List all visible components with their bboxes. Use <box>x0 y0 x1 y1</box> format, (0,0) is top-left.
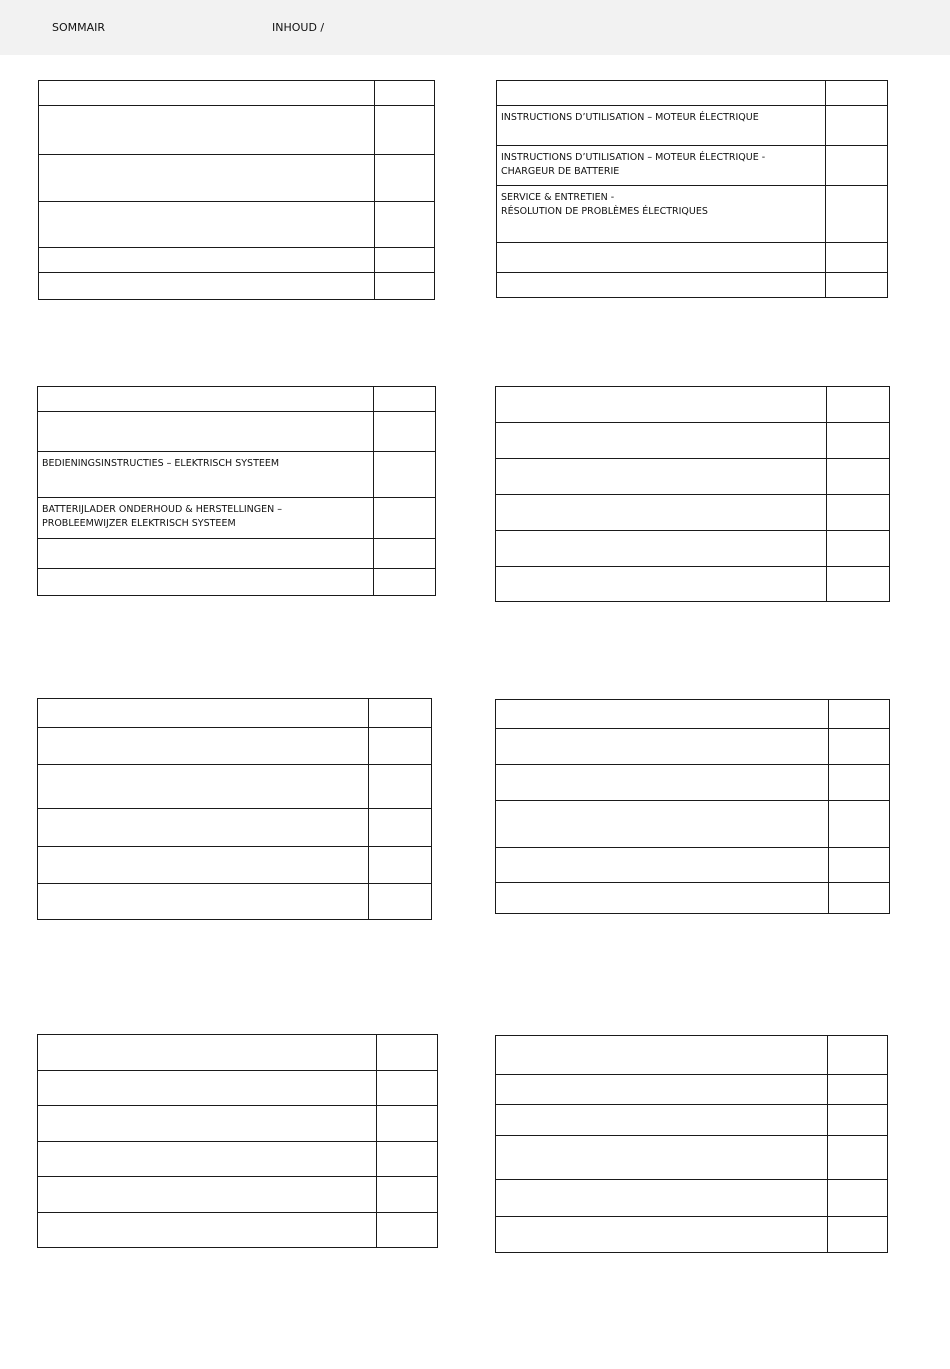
toc-page-cell <box>377 1071 438 1106</box>
toc-entry-cell <box>496 387 827 423</box>
toc-page-cell <box>374 498 436 539</box>
toc-entry-title <box>500 1136 827 1141</box>
toc-entry-cell <box>38 884 369 920</box>
toc-entry-cell <box>497 106 826 146</box>
toc-entry-cell <box>496 801 829 848</box>
toc-row <box>38 765 432 809</box>
toc-entry-cell <box>38 569 374 596</box>
toc-page-cell <box>369 809 432 847</box>
toc-entry-title: INSTRUCTIONS D’UTILISATION – MOTEUR ÉLECTRIQUE - CHARGEUR DE BATTERIE <box>501 152 766 177</box>
toc-entry-cell <box>38 728 369 765</box>
toc-entry-title <box>43 81 374 86</box>
toc-row <box>38 498 436 539</box>
toc-entry-title <box>42 412 373 417</box>
toc-row <box>497 243 888 273</box>
toc-entry-cell <box>497 146 826 186</box>
toc-entry-cell <box>38 809 369 847</box>
toc-row <box>39 81 435 106</box>
toc-row <box>38 539 436 569</box>
toc-row <box>496 883 890 914</box>
toc-row <box>496 729 890 765</box>
toc-row <box>496 1105 888 1136</box>
toc-row <box>496 423 890 459</box>
header-title-fr: SOMMAIR <box>52 21 106 34</box>
toc-entry-cell <box>496 700 829 729</box>
toc-row <box>496 567 890 602</box>
toc-entry-title <box>500 387 826 392</box>
toc-entry-cell <box>38 412 374 452</box>
toc-page-cell <box>375 81 435 106</box>
toc-entry-cell <box>496 1075 828 1105</box>
toc-row <box>38 1142 438 1177</box>
toc-row <box>496 848 890 883</box>
toc-entry-title <box>501 81 825 86</box>
toc-entry-title <box>42 539 373 544</box>
toc-entry-title: SERVICE & ENTRETIEN - RÉSOLUTION DE PROBLÈMES ÉLECTRIQUES <box>501 192 708 217</box>
toc-page-cell <box>827 459 890 495</box>
toc-entry-title <box>501 243 825 248</box>
toc-page-cell <box>827 423 890 459</box>
toc-entry-cell <box>496 848 829 883</box>
toc-row <box>497 81 888 106</box>
toc-entry-title <box>42 1142 376 1147</box>
toc-row <box>38 1035 438 1071</box>
toc-entry-title: BATTERIJLADER ONDERHOUD & HERSTELLINGEN – PROBLEEMWIJZER ELEKTRISCH SYSTEEM <box>42 504 283 529</box>
toc-row <box>38 387 436 412</box>
toc-row <box>39 106 435 155</box>
toc-entry-title <box>42 765 368 770</box>
toc-row <box>497 146 888 186</box>
toc-entry-cell <box>38 1035 377 1071</box>
toc-row <box>496 495 890 531</box>
toc-entry-cell <box>39 81 375 106</box>
toc-page-cell <box>377 1035 438 1071</box>
toc-entry-cell <box>496 531 827 567</box>
toc-entry-cell <box>38 1071 377 1106</box>
toc-row <box>38 1071 438 1106</box>
toc-page-cell <box>826 146 888 186</box>
toc-page-cell <box>826 186 888 243</box>
toc-entry-cell <box>496 883 829 914</box>
toc-entry-cell <box>496 1036 828 1075</box>
toc-row <box>496 1036 888 1075</box>
toc-entry-title <box>42 1071 376 1076</box>
toc-row <box>39 273 435 300</box>
toc-entry-cell <box>38 847 369 884</box>
toc-entry-cell <box>496 1105 828 1136</box>
toc-row <box>38 809 432 847</box>
toc-page-cell <box>826 81 888 106</box>
toc-row <box>38 884 432 920</box>
toc-entry-title <box>500 1105 827 1110</box>
toc-row <box>496 459 890 495</box>
toc-table-3 <box>37 386 436 596</box>
toc-table-1 <box>38 80 435 300</box>
toc-table-8 <box>495 1035 888 1253</box>
toc-page-cell <box>829 883 890 914</box>
toc-entry-title <box>42 569 373 574</box>
toc-entry-cell <box>38 699 369 728</box>
toc-row <box>39 248 435 273</box>
toc-entry-title <box>42 847 368 852</box>
toc-row <box>497 273 888 298</box>
toc-page-cell <box>377 1142 438 1177</box>
toc-entry-title: BEDIENINGSINSTRUCTIES – ELEKTRISCH SYSTEEM <box>42 458 280 469</box>
toc-entry-title <box>500 765 828 770</box>
toc-entry-title <box>500 459 826 464</box>
toc-page-cell <box>826 106 888 146</box>
toc-entry-cell <box>497 273 826 298</box>
toc-row <box>38 728 432 765</box>
toc-row <box>497 186 888 243</box>
toc-row <box>38 412 436 452</box>
toc-page-cell <box>377 1106 438 1142</box>
toc-entry-cell <box>496 459 827 495</box>
toc-page-cell <box>827 495 890 531</box>
toc-entry-cell <box>39 248 375 273</box>
toc-row <box>497 106 888 146</box>
toc-entry-title: INSTRUCTIONS D’UTILISATION – MOTEUR ÉLECTRIQUE <box>501 112 759 123</box>
toc-entry-title <box>43 155 374 160</box>
toc-entry-title <box>501 273 825 278</box>
toc-table-5 <box>37 698 432 920</box>
toc-entry-title <box>500 495 826 500</box>
toc-page-cell <box>828 1105 888 1136</box>
toc-entry-cell <box>496 729 829 765</box>
toc-row <box>496 1136 888 1180</box>
toc-entry-title <box>43 248 374 253</box>
toc-entry-title <box>42 728 368 733</box>
toc-row <box>38 1213 438 1248</box>
toc-entry-title <box>42 387 373 392</box>
toc-page-cell <box>826 273 888 298</box>
toc-table-4 <box>495 386 890 602</box>
toc-entry-cell <box>496 1136 828 1180</box>
toc-entry-title <box>42 1035 376 1040</box>
toc-entry-cell <box>39 202 375 248</box>
toc-entry-title <box>43 106 374 111</box>
page-header <box>0 0 950 55</box>
toc-page-cell <box>375 248 435 273</box>
toc-entry-title <box>42 1106 376 1111</box>
toc-entry-cell <box>38 452 374 498</box>
toc-entry-title <box>500 801 828 806</box>
toc-page-cell <box>829 729 890 765</box>
toc-entry-cell <box>38 498 374 539</box>
toc-entry-title <box>500 567 826 572</box>
toc-entry-title <box>42 1213 376 1218</box>
toc-entry-title <box>500 1217 827 1222</box>
toc-page-cell <box>829 848 890 883</box>
toc-entry-title <box>500 423 826 428</box>
toc-page-cell <box>375 155 435 202</box>
toc-entry-cell <box>497 186 826 243</box>
toc-page-cell <box>377 1177 438 1213</box>
toc-row <box>496 1075 888 1105</box>
toc-entry-cell <box>38 1142 377 1177</box>
toc-page-cell <box>828 1075 888 1105</box>
toc-page-cell <box>829 765 890 801</box>
toc-page-cell <box>375 106 435 155</box>
toc-table-6 <box>495 699 890 914</box>
toc-row <box>38 847 432 884</box>
toc-row <box>38 569 436 596</box>
toc-entry-cell <box>496 495 827 531</box>
toc-row <box>38 699 432 728</box>
toc-page-cell <box>369 884 432 920</box>
toc-entry-title <box>500 700 828 705</box>
toc-page-cell <box>374 387 436 412</box>
toc-entry-title <box>43 202 374 207</box>
toc-entry-title <box>500 729 828 734</box>
toc-page-cell <box>374 412 436 452</box>
toc-entry-title <box>500 883 828 888</box>
toc-entry-cell <box>38 539 374 569</box>
toc-page-cell <box>826 243 888 273</box>
toc-row <box>39 202 435 248</box>
toc-page-cell <box>375 202 435 248</box>
toc-entry-cell <box>497 243 826 273</box>
toc-entry-cell <box>496 1180 828 1217</box>
toc-page-cell <box>828 1036 888 1075</box>
toc-table-2 <box>496 80 888 298</box>
toc-page-cell <box>369 847 432 884</box>
toc-entry-cell <box>38 1106 377 1142</box>
toc-page-cell <box>828 1180 888 1217</box>
toc-entry-title <box>500 531 826 536</box>
toc-entry-title <box>500 1075 827 1080</box>
toc-entry-title <box>500 1036 827 1041</box>
toc-entry-title <box>500 848 828 853</box>
toc-entry-cell <box>39 273 375 300</box>
toc-entry-title <box>500 1180 827 1185</box>
toc-entry-title <box>42 1177 376 1182</box>
toc-row <box>496 1180 888 1217</box>
toc-entry-title <box>42 699 368 704</box>
toc-entry-title <box>42 884 368 889</box>
toc-page-cell <box>374 452 436 498</box>
toc-row <box>38 1106 438 1142</box>
toc-entry-cell <box>38 765 369 809</box>
header-title-nl: INHOUD / <box>272 21 325 34</box>
toc-table-7 <box>37 1034 438 1248</box>
toc-page-cell <box>374 539 436 569</box>
toc-page-cell <box>369 728 432 765</box>
toc-entry-cell <box>38 1177 377 1213</box>
toc-row <box>496 387 890 423</box>
toc-entry-title <box>43 273 374 278</box>
toc-page-cell <box>829 700 890 729</box>
toc-entry-cell <box>496 423 827 459</box>
toc-entry-cell <box>496 765 829 801</box>
toc-page-cell <box>827 387 890 423</box>
toc-page-cell <box>377 1213 438 1248</box>
toc-row <box>38 452 436 498</box>
toc-page-cell <box>369 765 432 809</box>
toc-page-cell <box>375 273 435 300</box>
toc-entry-cell <box>496 1217 828 1253</box>
toc-row <box>496 531 890 567</box>
toc-entry-title <box>42 809 368 814</box>
toc-page-cell <box>827 567 890 602</box>
toc-row <box>39 155 435 202</box>
toc-page-cell <box>828 1136 888 1180</box>
toc-row <box>496 801 890 848</box>
toc-entry-cell <box>38 387 374 412</box>
toc-entry-cell <box>496 567 827 602</box>
toc-row <box>38 1177 438 1213</box>
toc-page-cell <box>369 699 432 728</box>
toc-entry-cell <box>39 155 375 202</box>
toc-entry-cell <box>39 106 375 155</box>
toc-row <box>496 765 890 801</box>
toc-row <box>496 1217 888 1253</box>
toc-row <box>496 700 890 729</box>
toc-page-cell <box>827 531 890 567</box>
toc-page-cell <box>829 801 890 848</box>
toc-entry-cell <box>38 1213 377 1248</box>
toc-page-cell <box>374 569 436 596</box>
toc-page-cell <box>828 1217 888 1253</box>
toc-entry-cell <box>497 81 826 106</box>
